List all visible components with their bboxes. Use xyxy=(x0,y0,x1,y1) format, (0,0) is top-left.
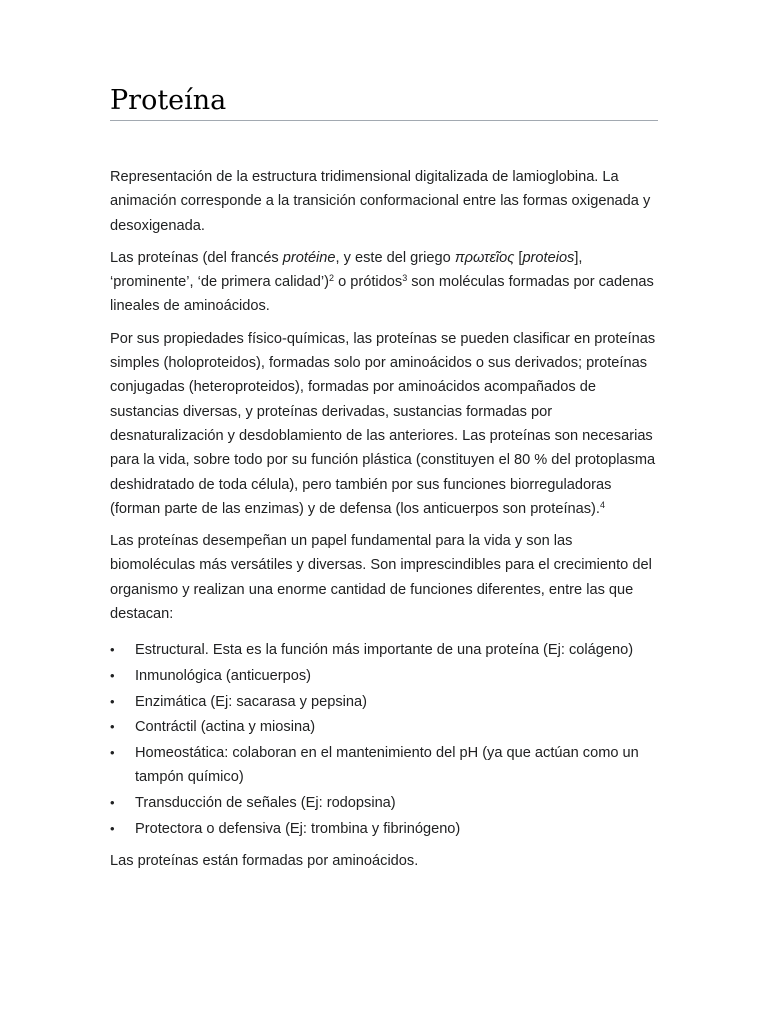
article xyxy=(110,84,658,881)
intro-text-2: , y este del griego xyxy=(335,249,455,266)
bullet-icon: • xyxy=(110,642,115,658)
greek-transliteration: proteios xyxy=(522,249,575,266)
intro-text-3: [ xyxy=(514,249,523,266)
list-item xyxy=(110,638,658,662)
greek-term: πρωτεῖος xyxy=(454,249,515,266)
list-item-text: Estructural. Esta es la función más importante de una proteína (Ej: colágeno) xyxy=(135,642,634,659)
bullet-icon: • xyxy=(110,693,115,709)
classification-paragraph xyxy=(110,327,658,521)
intro-text-4: ], ‘prominente’, ‘de primera calidad’) xyxy=(110,249,583,291)
list-item xyxy=(110,741,658,790)
bullet-icon: • xyxy=(110,719,115,735)
classification-text: Por sus propiedades físico-químicas, las proteínas se pueden clasificar en proteínas simples (holoproteidos), formadas solo por aminoácidos o sus derivados; proteínas conjugadas (heteroproteidos), formadas por aminoácidos acompañados de sustancias diversas, y proteínas derivadas, sustancias formadas por desnaturalización y desdoblamiento de las anteriores. Las proteínas son necesarias para la vida, sobre todo por su función plástica (constituyen el 80 % del protoplasma deshidratado de toda célula), pero también por sus funciones biorreguladoras (forman parte de las enzimas) y de defensa (los anticuerpos son proteínas). xyxy=(110,330,656,517)
intro-text-6: son moléculas formadas por cadenas lineales de aminoácidos. xyxy=(110,274,654,315)
bullet-icon: • xyxy=(110,745,115,761)
list-item xyxy=(110,715,658,739)
list-item-text: Transducción de señales (Ej: rodopsina) xyxy=(135,795,396,812)
list-item xyxy=(110,664,658,688)
french-term: protéine xyxy=(282,249,336,266)
page-title: Proteína xyxy=(110,84,658,121)
bullet-icon: • xyxy=(110,820,115,836)
closing-paragraph: Las proteínas están formadas por aminoácidos. xyxy=(110,853,419,870)
list-item-text: Protectora o defensiva (Ej: trombina y fibrinógeno) xyxy=(135,820,461,837)
bullet-icon: • xyxy=(110,795,115,811)
list-item-text: Inmunológica (anticuerpos) xyxy=(135,668,312,685)
functions-intro-paragraph: Las proteínas desempeñan un papel fundamental para la vida y son las biomoléculas más versátiles y diversas. Son imprescindibles para el crecimiento del organismo y realizan una enorme cantidad de funciones diferentes, entre las que destacan: xyxy=(110,533,652,623)
reference-3[interactable]: 3 xyxy=(402,273,408,284)
reference-4[interactable]: 4 xyxy=(599,499,605,510)
intro-paragraph xyxy=(110,246,658,319)
list-item-text: Homeostática: colaboran en el mantenimiento del pH (ya que actúan como un tampón químico) xyxy=(135,745,639,786)
list-item xyxy=(110,817,658,841)
image-caption-paragraph: Representación de la estructura tridimensional digitalizada de lamioglobina. La animación corresponde a la transición conformacional entre las formas oxigenada y desoxigenada. xyxy=(110,169,651,234)
bullet-icon: • xyxy=(110,668,115,684)
intro-text-1: Las proteínas (del francés xyxy=(110,249,283,266)
list-item xyxy=(110,690,658,714)
intro-text-5: o prótidos xyxy=(334,274,403,291)
functions-list xyxy=(110,638,658,841)
list-item-text: Contráctil (actina y miosina) xyxy=(135,719,316,736)
list-item xyxy=(110,791,658,815)
reference-2[interactable]: 2 xyxy=(329,273,335,284)
list-item-text: Enzimática (Ej: sacarasa y pepsina) xyxy=(135,693,367,710)
